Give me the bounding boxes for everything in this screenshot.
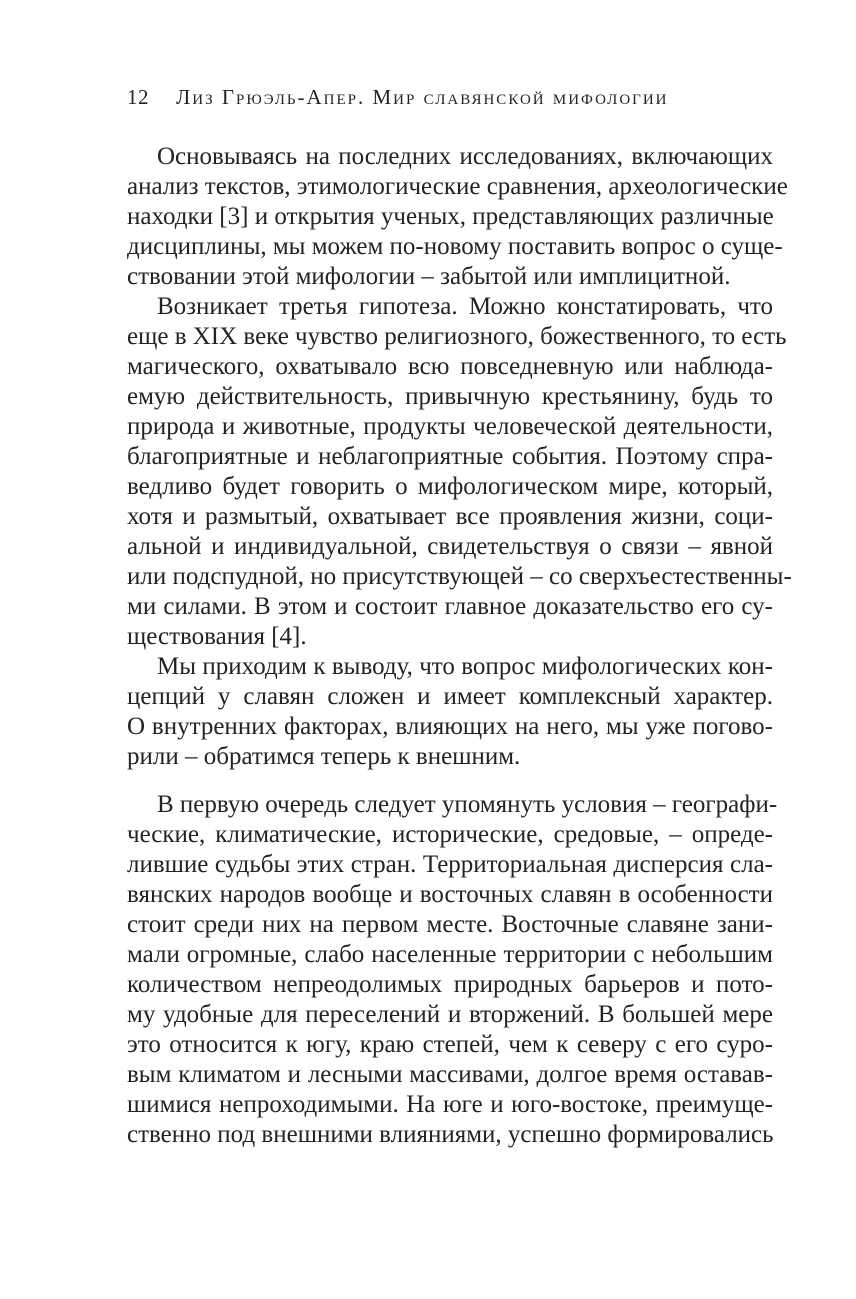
text-line: лившие судьбы этих стран. Территориальная дисперсия сла- — [127, 851, 773, 878]
text-line: емую действительность, привычную крестьянину, будь то — [127, 383, 773, 410]
text-line: ческие, климатические, исторические, средовые, – опреде- — [127, 821, 773, 848]
text-line: стоит среди них на первом месте. Восточные славяне зани- — [127, 911, 773, 938]
text-line: ственно под внешними влияниями, успешно формировались — [127, 1121, 774, 1148]
text-line: О внутренних факторах, влияющих на него, мы уже погово- — [127, 713, 773, 740]
text-line: благоприятные и неблагоприятные события. Поэтому спра- — [127, 443, 773, 470]
text-line: хотя и размытый, охватывает все проявления жизни, соци- — [127, 503, 773, 530]
text-line: это относится к югу, краю степей, чем к северу с его суро- — [127, 1031, 773, 1058]
text-line: мали огромные, слабо населенные территории с небольшим — [127, 941, 773, 968]
text-line: находки [3] и открытия ученых, представляющих различные — [127, 203, 774, 230]
text-line: дисциплины, мы можем по-новому поставить вопрос о суще- — [127, 233, 783, 260]
text-line: анализ текстов, этимологические сравнения, археологические — [127, 173, 788, 200]
text-line: В первую очередь следует упомянуть условия – географи- — [157, 791, 778, 818]
text-line: вым климатом и лесными массивами, долгое время оставав- — [127, 1061, 773, 1088]
text-line: еще в XIX веке чувство религиозного, божественного, то есть — [127, 323, 787, 350]
page-number: 12 — [127, 85, 149, 109]
paragraph — [127, 790, 778, 1150]
text-line: рили – обратимся теперь к внешним. — [127, 743, 521, 770]
paragraph — [127, 292, 792, 652]
text-line: ствовании этой мифологии – забытой или имплицитной. — [127, 263, 731, 290]
text-line: ми силами. В этом и состоит главное доказательство его су- — [127, 593, 773, 620]
text-line: магического, охватывало всю повседневную или наблюда- — [127, 353, 773, 380]
text-line: Основываясь на последних исследованиях, включающих — [157, 143, 773, 170]
paragraph — [127, 652, 773, 772]
text-line: природа и животные, продукты человеческой деятельности, — [127, 413, 773, 440]
text-line: шимися непроходимыми. На юге и юго-востоке, преимуще- — [127, 1091, 773, 1118]
text-line: альной и индивидуальной, свидетельствуя о связи – явной — [127, 533, 773, 560]
text-line: ществования [4]. — [127, 623, 307, 650]
text-line: количеством непреодолимых природных барьеров и пото- — [127, 971, 773, 998]
text-line: или подспудной, но присутствующей – со сверхъестественны- — [127, 563, 792, 590]
page-body — [127, 142, 792, 1150]
running-header — [127, 84, 773, 110]
paragraph — [127, 142, 788, 292]
text-line: цепций у славян сложен и имеет комплексный характер. — [127, 683, 773, 710]
text-line: вянских народов вообще и восточных славян в особенности — [127, 881, 773, 908]
text-line: Мы приходим к выводу, что вопрос мифологических кон- — [157, 653, 773, 680]
text-line: му удобные для переселений и вторжений. В большей мере — [127, 1001, 773, 1028]
text-line: ведливо будет говорить о мифологическом мире, который, — [127, 473, 773, 500]
text-line: Возникает третья гипотеза. Можно констатировать, что — [157, 293, 773, 320]
running-title: Лиз Грюэль-Апер. Мир славянской мифологии — [176, 85, 669, 109]
